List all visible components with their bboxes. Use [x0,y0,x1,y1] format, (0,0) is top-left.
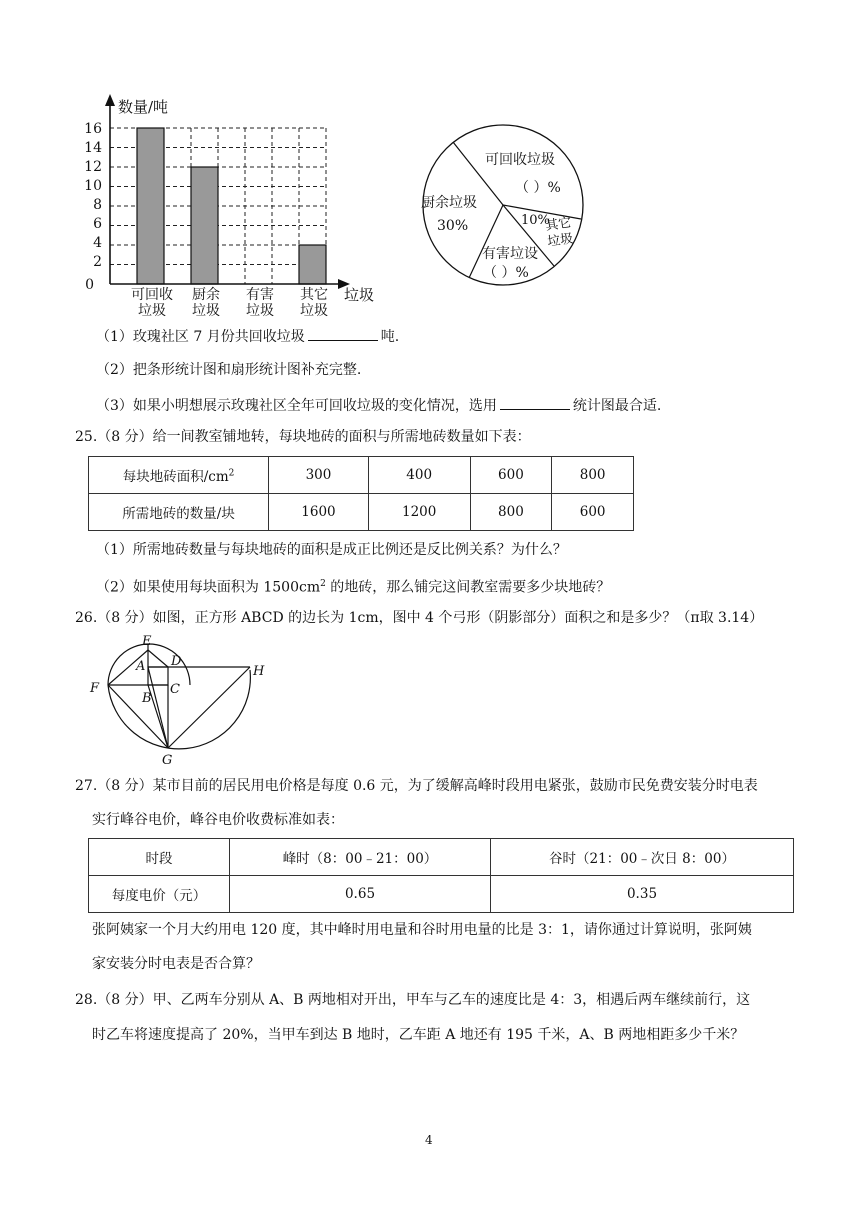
q25-row1-cell: 300 [269,457,369,494]
q25-part1: （1）所需地砖数量与每块地砖的面积是成正比例还是反比例关系？为什么？ [96,542,567,558]
q27-table [88,838,794,913]
q27-title-line2: 实行峰谷电价，峰谷电价收费标准如表： [92,812,344,828]
bar-1 [137,128,164,284]
pie-label-other-line1: 其它 [544,215,573,234]
x-tick-kitchen-line1: 厨余 [192,287,220,303]
pie-pct-kitchen: 30% [437,218,469,234]
y-axis-arrow [105,94,115,106]
q27-body-line2: 家安装分时电表是否合算？ [92,956,260,972]
q26-geometry-figure [80,630,280,766]
label-D: D [171,654,182,669]
table-row [89,457,634,494]
y-tick-0: 0 [85,277,94,293]
pie-chart [415,120,595,290]
q26-title: 26.（8 分）如图，正方形 ABCD 的边长为 1cm，图中 4 个弓形（阴影部分）面积之和是多少？（π取 3.14） [75,610,764,626]
q25-title: 25.（8 分）给一间教室铺地转，每块地砖的面积与所需地砖数量如下表： [75,429,531,445]
label-A: A [136,659,146,674]
q25-row1-head: 每块地砖面积$/cm^2$ [89,457,269,494]
q28-line1: 28.（8 分）甲、乙两车分别从 A、B 两地相对开出，甲车与乙车的速度比是 4：3，相遇后两车继续前行，这 [75,992,751,1008]
segment-HG [168,667,250,748]
q27-title-line1: 27.（8 分）某市目前的居民用电价格是每度 0.6 元，为了缓解高峰时段用电紧张，鼓励市民免费安装分时电表 [75,778,758,794]
bar-2 [191,167,218,284]
table-row [89,839,794,876]
q25-row2-cell: 600 [552,494,634,531]
bar-4 [299,245,326,284]
pie-label-recyclable: 可回收垃圾 [485,152,555,168]
q25-row2-cell: 1200 [368,494,470,531]
q25-row1-cell: 400 [368,457,470,494]
x-tick-recyclable-line1: 可回收 [131,287,173,303]
segment-FG [108,685,168,748]
y-tick-12: 12 [84,159,102,175]
y-tick-10: 10 [84,178,102,194]
y-tick-labels [84,121,102,293]
segment-ED [148,650,168,667]
pie-pct-other: 10% [521,213,550,228]
label-C: C [170,682,180,697]
y-tick-4: 4 [93,235,102,251]
x-tick-labels [131,286,328,319]
y-tick-6: 6 [93,216,102,232]
q24-part2: （2）把条形统计图和扇形统计图补充完整. [96,362,362,378]
q27-head-peak: 峰时（8：00﹣21：00） [230,839,491,876]
q24-part3 [96,395,661,416]
label-H: H [253,664,265,679]
y-tick-2: 2 [93,254,102,270]
segment-AG [148,667,168,748]
x-tick-hazard-line1: 有害 [246,287,274,303]
q28-line2: 时乙车将速度提高了 20%，当甲车到达 B 地时，乙车距 A 地还有 195 千米，A、B 两地相距多少千米？ [92,1027,745,1043]
q25-part2: （2）如果使用每块面积为 $1500cm^2$ 的地砖，那么铺完这间教室需要多少块地砖？ [96,579,611,596]
y-axis-label: 数量/吨 [118,98,169,116]
q25-row2-cell: 1600 [269,494,369,531]
q25-row1-cell: 800 [552,457,634,494]
y-tick-14: 14 [84,140,102,156]
page-number: 4 [425,1133,433,1147]
x-tick-other-line2: 垃圾 [300,303,328,319]
label-B: B [142,691,152,706]
x-axis-label: 垃圾 [344,286,375,304]
label-F: F [90,681,100,696]
y-tick-8: 8 [93,197,102,213]
label-G: G [162,753,173,766]
q24-part1-unit: 吨. [380,329,400,345]
q24-part3-tail: 统计图最合适. [572,398,662,414]
table-row [89,876,794,913]
label-E: E [142,634,152,649]
q24-part3-blank[interactable] [500,395,570,410]
q24-part1-blank[interactable] [308,326,378,341]
q25-row1-cell: 600 [470,457,552,494]
table-row [89,494,634,531]
q24-part1 [96,326,399,347]
q27-row-peak-price: 0.65 [230,876,491,913]
pie-label-hazard: 有害垃设 [482,246,538,262]
q27-head-valley: 谷时（21：00﹣次日 8：00） [491,839,794,876]
q27-row-price-head: 每度电价（元） [89,876,230,913]
pie-pct-recyclable: （ ）% [515,180,561,196]
x-tick-kitchen-line2: 垃圾 [192,303,220,319]
q24-part1-text: （1）玫瑰社区 7 月份共回收垃圾 [96,329,305,345]
pie-label-kitchen: 厨余垃圾 [421,195,477,211]
pie-pct-hazard: （ ）% [483,265,529,281]
q25-table [88,456,634,531]
x-tick-hazard-line2: 垃圾 [246,303,274,319]
q27-body-line1: 张阿姨家一个月大约用电 120 度，其中峰时用电量和谷时用电量的比是 3：1，请你通过计算说明，张阿姨 [92,922,752,938]
x-tick-other-line1: 其它 [300,287,328,303]
q25-row2-cell: 800 [470,494,552,531]
q27-row-valley-price: 0.35 [491,876,794,913]
x-tick-recyclable-line2: 垃圾 [138,303,166,319]
square-ABCD [148,667,168,685]
q24-part3-text: （3）如果小明想展示玫瑰社区全年可回收垃圾的变化情况，选用 [96,398,497,414]
q27-head-period: 时段 [89,839,230,876]
y-tick-16: 16 [84,121,102,137]
q25-row2-head: 所需地砖的数量/块 [89,494,269,531]
bar-chart [80,92,390,324]
pie-label-other-line2: 垃圾 [546,231,575,250]
